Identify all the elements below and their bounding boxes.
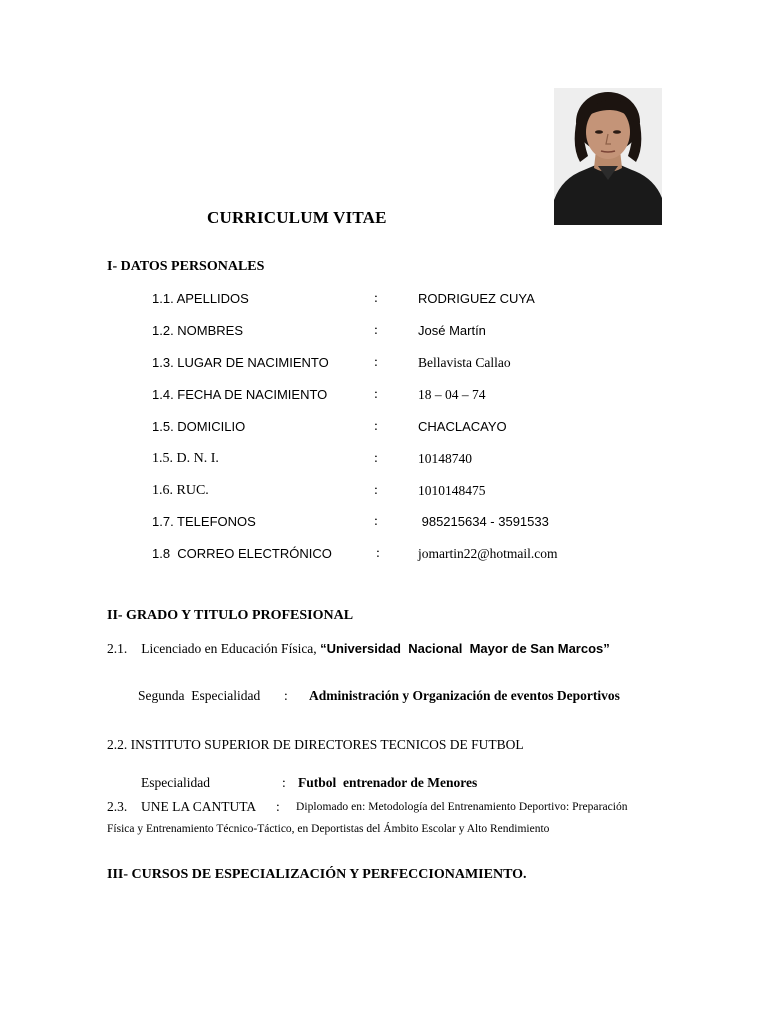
- row-value: Bellavista Callao: [418, 355, 511, 370]
- row-colon: :: [374, 323, 378, 338]
- row-value: RODRIGUEZ CUYA: [418, 291, 535, 306]
- specialty-value: Futbol entrenador de Menores: [298, 775, 478, 790]
- row-value: jomartin22@hotmail.com: [418, 546, 558, 561]
- specialty-label: Especialidad: [141, 775, 210, 790]
- row-colon: :: [374, 291, 378, 306]
- section-heading-text: II- GRADO Y TITULO PROFESIONAL: [107, 608, 354, 623]
- row-value: CHACLACAYO: [418, 419, 507, 434]
- degree-item-3-number: 2.3.: [107, 799, 128, 814]
- row-colon: :: [374, 387, 378, 402]
- row-label: 1.5. D. N. I.: [152, 451, 219, 466]
- degree-item-3-line1: Diplomado en: Metodología del Entrenamiento Deportivo: Preparación: [296, 801, 628, 813]
- degree-item-3-institution: UNE LA CANTUTA: [141, 799, 257, 814]
- section-heading-personal-data: I- DATOS PERSONALES: [107, 259, 265, 274]
- row-label: 1.3. LUGAR DE NACIMIENTO: [152, 355, 329, 370]
- row-label: 1.7. TELEFONOS: [152, 514, 256, 529]
- degree-item-2: 2.2. INSTITUTO SUPERIOR DE DIRECTORES TECNICOS DE FUTBOL: [107, 737, 524, 752]
- row-colon: :: [376, 546, 380, 561]
- row-value: 10148740: [418, 451, 472, 466]
- university-name: “Universidad Nacional Mayor de San Marcos”: [320, 641, 610, 656]
- row-label: 1.6. RUC.: [152, 483, 209, 498]
- section-heading-degree: [107, 608, 353, 624]
- second-specialty-value: Administración y Organización de eventos Deportivos: [309, 688, 620, 703]
- item-number: 2.1.: [107, 641, 128, 656]
- degree-item-3-colon: :: [276, 799, 280, 814]
- row-value: 985215634 - 3591533: [418, 514, 549, 529]
- profile-photo: [554, 88, 662, 225]
- degree-text: Licenciado en Educación Física,: [141, 641, 321, 656]
- row-value: José Martín: [418, 323, 486, 338]
- specialty-colon: :: [282, 775, 286, 790]
- row-label: 1.4. FECHA DE NACIMIENTO: [152, 387, 328, 402]
- document-title: CURRICULUM VITAE: [207, 208, 387, 227]
- second-specialty-label: Segunda Especialidad: [138, 688, 261, 703]
- second-specialty-colon: :: [284, 688, 288, 703]
- row-colon: :: [374, 514, 378, 529]
- row-colon: :: [374, 451, 378, 466]
- row-colon: :: [374, 483, 378, 498]
- degree-item-1: [107, 641, 610, 657]
- row-label: 1.1. APELLIDOS: [152, 291, 249, 306]
- row-value: 1010148475: [418, 483, 486, 498]
- row-colon: :: [374, 355, 378, 370]
- person-portrait-icon: [554, 88, 662, 225]
- degree-item-3-line2: Física y Entrenamiento Técnico-Táctico, en Deportistas del Ámbito Escolar y Alto Rendimiento: [107, 823, 550, 835]
- row-label: 1.5. DOMICILIO: [152, 419, 246, 434]
- row-label: 1.2. NOMBRES: [152, 323, 244, 338]
- row-value: 18 – 04 – 74: [418, 387, 486, 402]
- row-colon: :: [374, 419, 378, 434]
- section-heading-courses: III- CURSOS DE ESPECIALIZACIÓN Y PERFECCIONAMIENTO.: [107, 867, 527, 882]
- row-label: 1.8 CORREO ELECTRÓNICO: [152, 546, 332, 561]
